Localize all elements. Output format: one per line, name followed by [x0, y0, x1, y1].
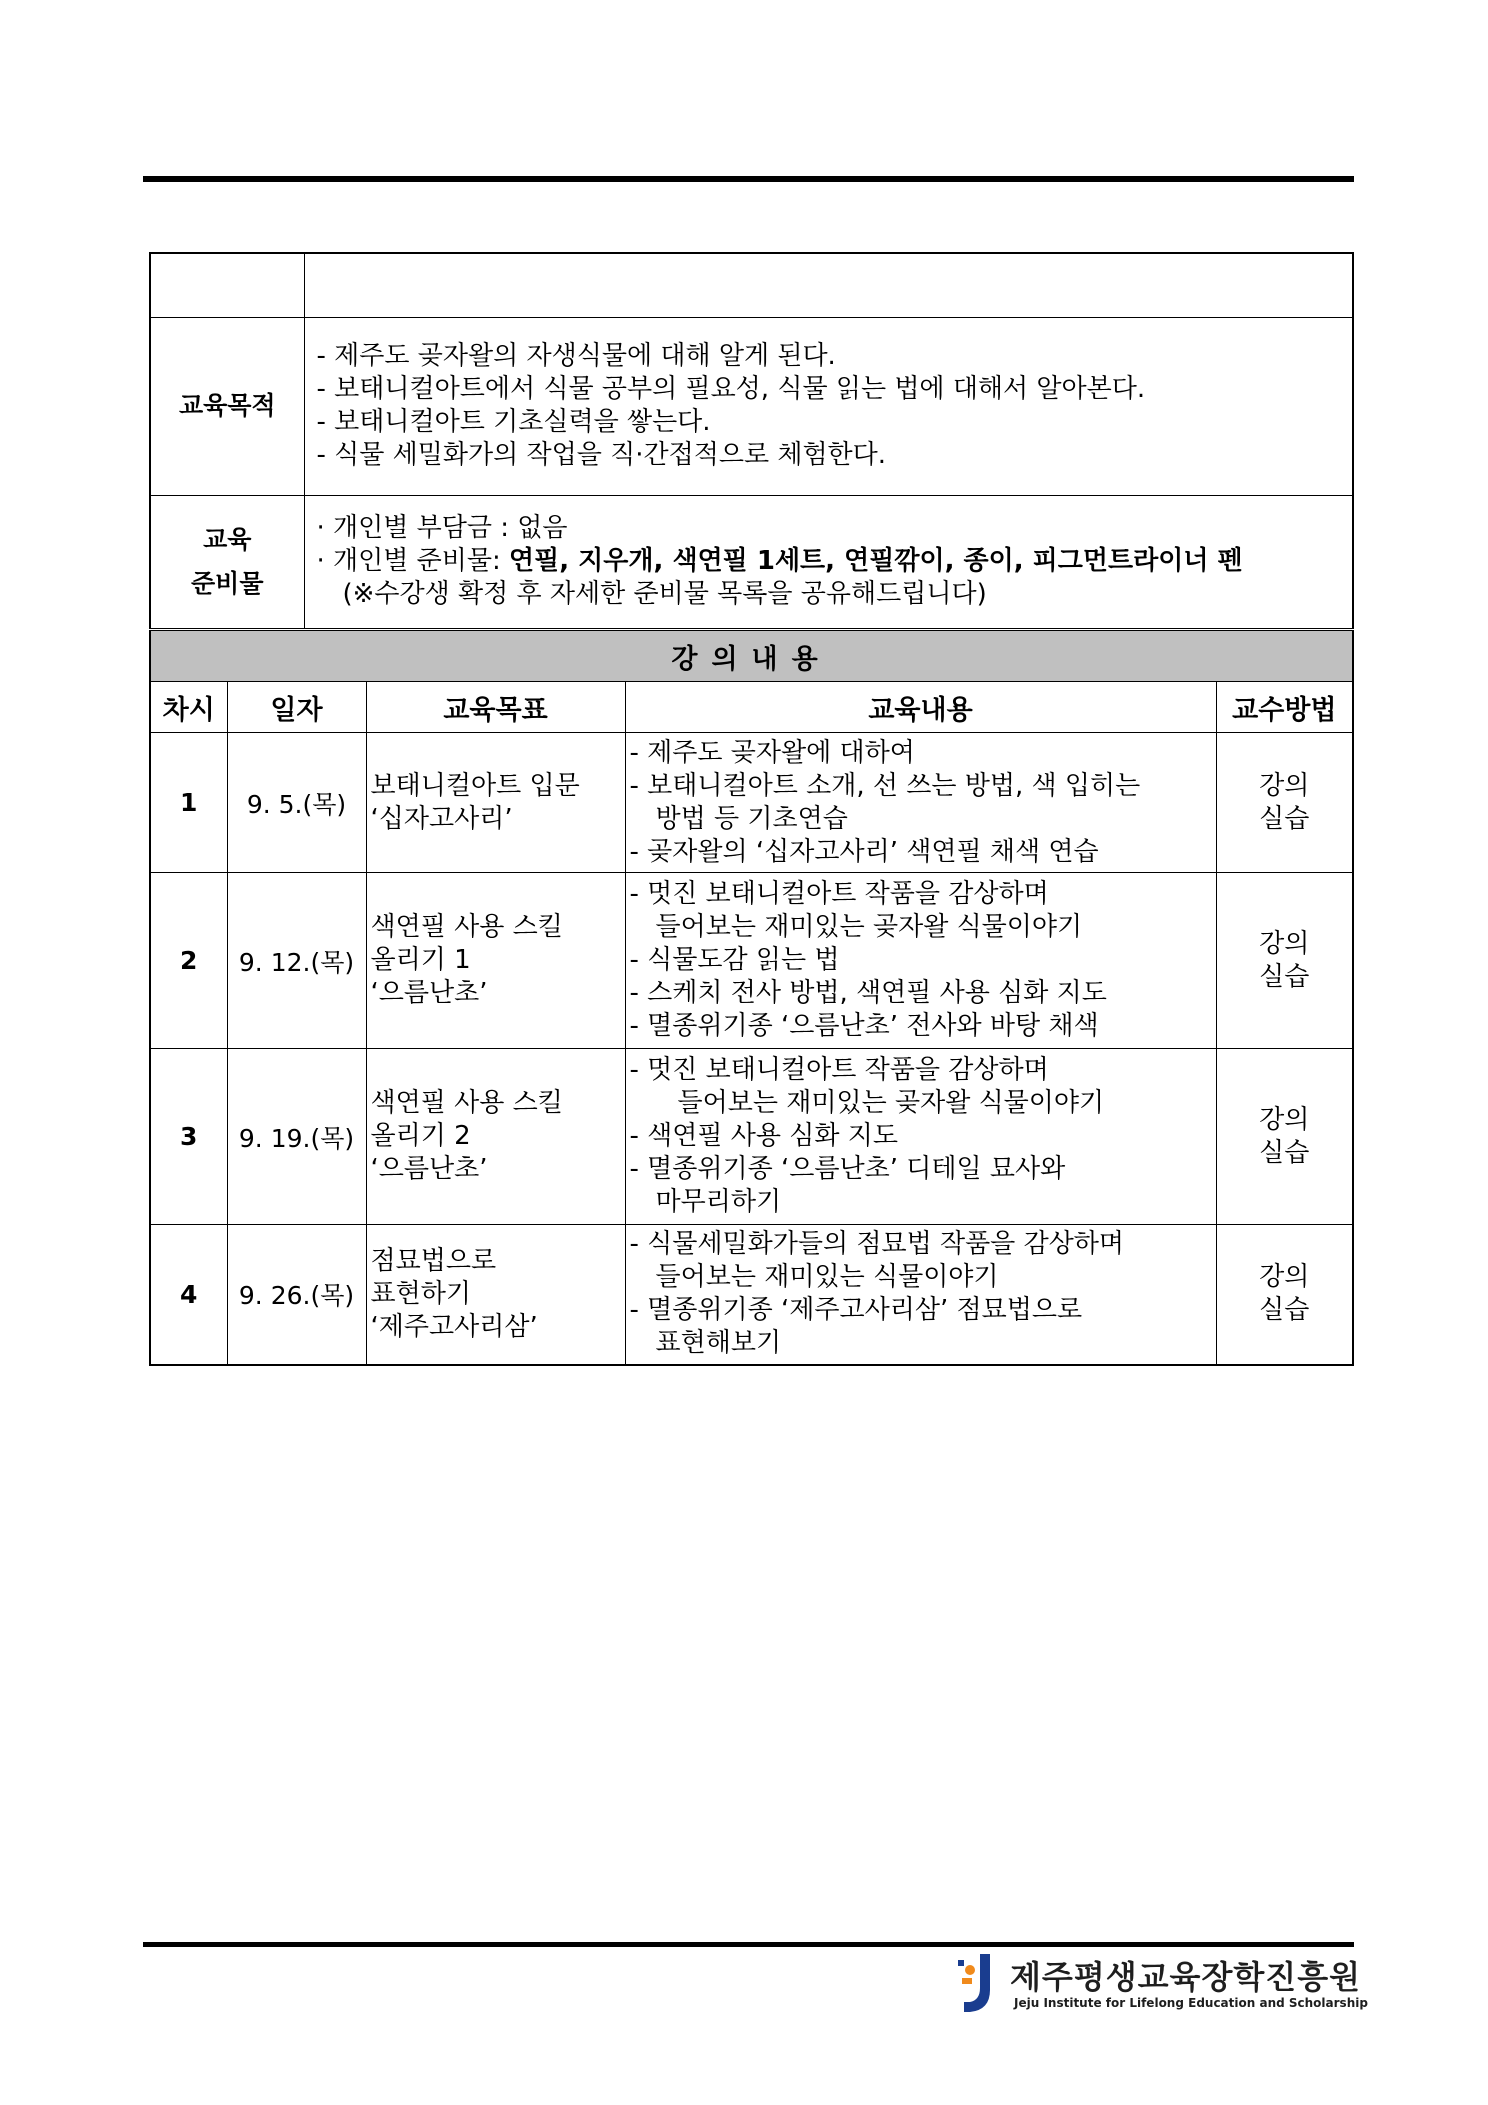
method-line: 실습: [1259, 961, 1310, 992]
goal-line: ‘십자고사리’: [370, 803, 513, 834]
content-line: - 멋진 보태니컬아트 작품을 감상하며: [629, 1055, 1049, 1085]
goal-line: 보태니컬아트 입문: [370, 770, 580, 801]
materials-note: (※수강생 확정 후 자세한 준비물 목록을 공유해드립니다): [342, 579, 987, 609]
content-line: - 보태니컬아트 소개, 선 쓰는 방법, 색 입히는: [629, 770, 1141, 801]
session-content: [625, 1049, 1216, 1225]
content-line: - 곶자왈의 ‘십자고사리’ 색연필 채색 연습: [629, 836, 1099, 867]
header-goal: 교육목표: [366, 682, 625, 733]
org-name-en: Jeju Institute for Lifelong Education and Scholarship: [1014, 1996, 1368, 2010]
purpose-line: - 식물 세밀화가의 작업을 직·간접적으로 체험한다.: [316, 440, 887, 470]
blank-content-cell: [304, 253, 1353, 317]
header-method: 교수방법: [1216, 682, 1353, 733]
content-line: - 멸종위기종 ‘으름난초’ 전사와 바탕 채색: [629, 1011, 1099, 1041]
goal-line: 색연필 사용 스킬: [370, 912, 563, 942]
session-content: [625, 1225, 1216, 1365]
lecture-table: [149, 630, 1354, 1366]
purpose-line: - 보태니컬아트에서 식물 공부의 필요성, 식물 읽는 법에 대해서 알아본다.: [316, 374, 1146, 404]
prep-row: [150, 495, 1353, 628]
content-line: - 멋진 보태니컬아트 작품을 감상하며: [629, 879, 1049, 909]
content-line: 방법 등 기초연습: [655, 803, 848, 834]
goal-line: 점묘법으로: [370, 1245, 497, 1276]
header-date: 일자: [227, 682, 366, 733]
cost-line: · 개인별 부담금 : 없음: [316, 513, 568, 543]
header-session: 차시: [150, 682, 227, 733]
method-line: 강의: [1259, 928, 1310, 959]
session-method: [1216, 873, 1353, 1049]
prep-content: [304, 495, 1353, 628]
goal-line: 올리기 1: [370, 945, 471, 975]
session-method: [1216, 1225, 1353, 1365]
materials-list: 연필, 지우개, 색연필 1세트, 연필깎이, 종이, 피그먼트라이너 펜: [509, 546, 1243, 576]
purpose-label: 교육목적: [150, 317, 304, 495]
session-date: 9. 12.(목): [227, 873, 366, 1049]
prep-label-line-1: 교육: [203, 524, 252, 554]
goal-line: 표현하기: [370, 1278, 471, 1309]
session-date: 9. 5.(목): [227, 733, 366, 873]
content-line: - 식물세밀화가들의 점묘법 작품을 감상하며: [629, 1229, 1125, 1260]
content-line: 들어보는 재미있는 곶자왈 식물이야기: [655, 912, 1083, 942]
method-line: 강의: [1259, 1104, 1310, 1135]
goal-line: ‘으름난초’: [370, 978, 488, 1008]
content-line: 마무리하기: [655, 1187, 782, 1217]
session-goal: [366, 733, 625, 873]
content-line: - 스케치 전사 방법, 색연필 사용 심화 지도: [629, 978, 1107, 1008]
session-content: [625, 733, 1216, 873]
lecture-banner: 강의내용: [150, 631, 1353, 682]
session-number: 3: [150, 1049, 227, 1225]
goal-line: ‘제주고사리삼’: [370, 1311, 538, 1342]
purpose-line: - 보태니컬아트 기초실력을 쌓는다.: [316, 407, 711, 437]
content-line: 표현해보기: [655, 1328, 782, 1359]
table-row: [150, 873, 1353, 1049]
blank-row: [150, 253, 1353, 317]
session-method: [1216, 733, 1353, 873]
goal-line: 색연필 사용 스킬: [370, 1088, 563, 1118]
table-row: [150, 733, 1353, 873]
session-date: 9. 19.(목): [227, 1049, 366, 1225]
org-logo-icon: [950, 1950, 1002, 2016]
purpose-content: [304, 317, 1353, 495]
content-line: - 멸종위기종 ‘제주고사리삼’ 점묘법으로: [629, 1295, 1083, 1326]
session-goal: [366, 1225, 625, 1365]
session-content: [625, 873, 1216, 1049]
session-goal: [366, 1049, 625, 1225]
session-goal: [366, 873, 625, 1049]
header-content: 교육내용: [625, 682, 1216, 733]
blank-label-cell: [150, 253, 304, 317]
content-line: 들어보는 재미있는 곶자왈 식물이야기: [677, 1088, 1105, 1118]
session-method: [1216, 1049, 1353, 1225]
header-row: [150, 682, 1353, 733]
purpose-line: - 제주도 곶자왈의 자생식물에 대해 알게 된다.: [316, 341, 836, 371]
goal-line: ‘으름난초’: [370, 1154, 488, 1184]
content-line: - 제주도 곶자왈에 대하여: [629, 737, 915, 768]
session-number: 4: [150, 1225, 227, 1365]
method-line: 실습: [1259, 803, 1310, 834]
method-line: 강의: [1259, 770, 1310, 801]
materials-prefix: · 개인별 준비물:: [316, 546, 510, 576]
content-line: - 식물도감 읽는 법: [629, 945, 840, 975]
org-logo: [950, 1950, 1368, 2016]
materials-line: [317, 545, 1343, 578]
session-date: 9. 26.(목): [227, 1225, 366, 1365]
banner-row: [150, 631, 1353, 682]
goal-line: 올리기 2: [370, 1121, 471, 1151]
method-line: 실습: [1259, 1295, 1310, 1326]
purpose-row: [150, 317, 1353, 495]
session-number: 1: [150, 733, 227, 873]
org-name: 제주평생교육장학진흥원: [1010, 1958, 1362, 1996]
header-rule: [143, 176, 1354, 182]
prep-label: [150, 495, 304, 628]
table-row: [150, 1225, 1353, 1365]
prep-label-line-2: 준비물: [191, 568, 264, 598]
table-row: [150, 1049, 1353, 1225]
content-line: 들어보는 재미있는 식물이야기: [655, 1262, 999, 1293]
method-line: 강의: [1259, 1262, 1310, 1293]
session-number: 2: [150, 873, 227, 1049]
content-line: - 색연필 사용 심화 지도: [629, 1121, 898, 1151]
footer-rule: [143, 1942, 1354, 1947]
content-line: - 멸종위기종 ‘으름난초’ 디테일 묘사와: [629, 1154, 1066, 1184]
method-line: 실습: [1259, 1137, 1310, 1168]
info-table: [149, 252, 1354, 629]
